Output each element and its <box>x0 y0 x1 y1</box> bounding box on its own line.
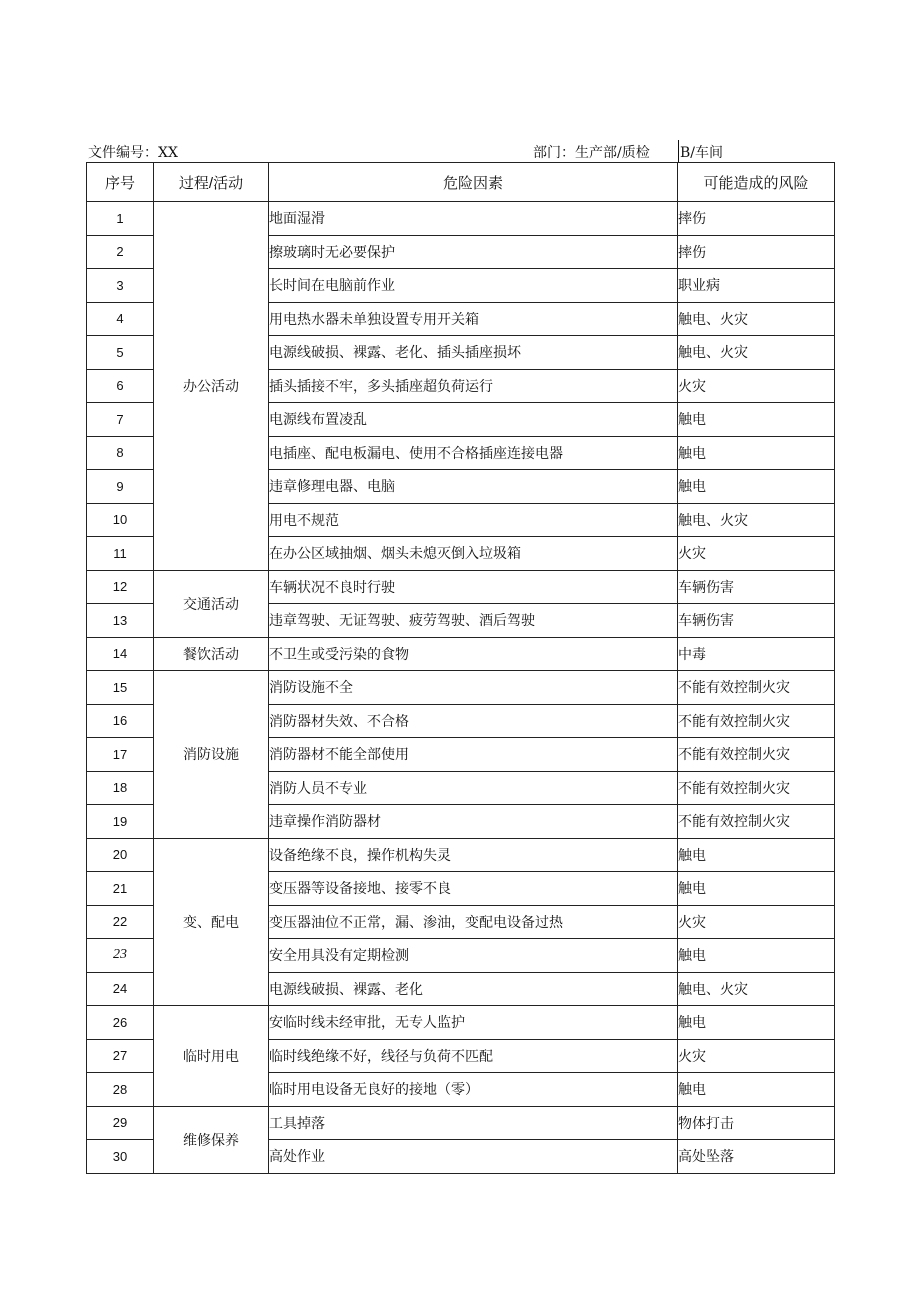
row-number: 29 <box>87 1106 154 1140</box>
activity-cell: 变、配电 <box>154 838 269 1006</box>
row-number: 28 <box>87 1073 154 1107</box>
column-header-activity: 过程/活动 <box>154 163 269 202</box>
risk-cell: 触电 <box>678 470 835 504</box>
table-row <box>87 1006 835 1040</box>
activity-cell: 消防设施 <box>154 671 269 839</box>
hazard-cell: 消防器材失效、不合格 <box>269 704 678 738</box>
row-number: 30 <box>87 1140 154 1174</box>
hazard-cell: 在办公区域抽烟、烟头未熄灭倒入垃圾箱 <box>269 537 678 571</box>
risk-cell: 火灾 <box>678 1039 835 1073</box>
table-row <box>87 637 835 671</box>
activity-cell: 交通活动 <box>154 570 269 637</box>
hazard-cell: 电源线破损、裸露、老化、插头插座损坏 <box>269 336 678 370</box>
risk-cell: 触电 <box>678 939 835 973</box>
risk-cell: 触电 <box>678 1073 835 1107</box>
row-number: 26 <box>87 1006 154 1040</box>
row-number: 3 <box>87 269 154 303</box>
hazard-cell: 电源线布置凌乱 <box>269 403 678 437</box>
hazard-cell: 擦玻璃时无必要保护 <box>269 235 678 269</box>
activity-cell: 餐饮活动 <box>154 637 269 671</box>
row-number: 14 <box>87 637 154 671</box>
row-number: 11 <box>87 537 154 571</box>
row-number: 6 <box>87 369 154 403</box>
row-number: 7 <box>87 403 154 437</box>
hazard-cell: 插头插接不牢，多头插座超负荷运行 <box>269 369 678 403</box>
risk-cell: 摔伤 <box>678 202 835 236</box>
hazard-cell: 不卫生或受污染的食物 <box>269 637 678 671</box>
risk-cell: 火灾 <box>678 369 835 403</box>
hazard-cell: 电源线破损、裸露、老化 <box>269 972 678 1006</box>
hazard-cell: 违章修理电器、电脑 <box>269 470 678 504</box>
activity-cell: 维修保养 <box>154 1106 269 1173</box>
hazard-table <box>86 162 835 1174</box>
row-number: 23 <box>87 939 154 973</box>
department-label: 部门：生产部/质检 <box>533 145 650 161</box>
hazard-cell: 临时用电设备无良好的接地（零） <box>269 1073 678 1107</box>
row-number: 19 <box>87 805 154 839</box>
row-number: 18 <box>87 771 154 805</box>
risk-cell: 触电 <box>678 838 835 872</box>
risk-cell: 触电 <box>678 436 835 470</box>
hazard-cell: 高处作业 <box>269 1140 678 1174</box>
risk-cell: 高处坠落 <box>678 1140 835 1174</box>
table-row <box>87 570 835 604</box>
hazard-cell: 工具掉落 <box>269 1106 678 1140</box>
risk-cell: 触电、火灾 <box>678 302 835 336</box>
row-number: 4 <box>87 302 154 336</box>
hazard-cell: 消防设施不全 <box>269 671 678 705</box>
risk-cell: 车辆伤害 <box>678 604 835 638</box>
risk-cell: 触电、火灾 <box>678 972 835 1006</box>
row-number: 20 <box>87 838 154 872</box>
risk-cell: 不能有效控制火灾 <box>678 738 835 772</box>
row-number: 27 <box>87 1039 154 1073</box>
risk-cell: 职业病 <box>678 269 835 303</box>
risk-cell: 摔伤 <box>678 235 835 269</box>
row-number: 10 <box>87 503 154 537</box>
column-header-no: 序号 <box>87 163 154 202</box>
row-number: 15 <box>87 671 154 705</box>
row-number: 9 <box>87 470 154 504</box>
risk-cell: 物体打击 <box>678 1106 835 1140</box>
risk-cell: 触电、火灾 <box>678 503 835 537</box>
risk-cell: 触电 <box>678 872 835 906</box>
hazard-cell: 变压器等设备接地、接零不良 <box>269 872 678 906</box>
activity-cell: 临时用电 <box>154 1006 269 1107</box>
row-number: 2 <box>87 235 154 269</box>
row-number: 1 <box>87 202 154 236</box>
hazard-cell: 临时线绝缘不好，线径与负荷不匹配 <box>269 1039 678 1073</box>
hazard-cell: 安全用具没有定期检测 <box>269 939 678 973</box>
hazard-cell: 电插座、配电板漏电、使用不合格插座连接电器 <box>269 436 678 470</box>
column-header-hazard: 危险因素 <box>269 163 678 202</box>
row-number: 22 <box>87 905 154 939</box>
risk-cell: 触电 <box>678 1006 835 1040</box>
hazard-cell: 变压器油位不正常，漏、渗油，变配电设备过热 <box>269 905 678 939</box>
risk-cell: 火灾 <box>678 905 835 939</box>
table-row <box>87 838 835 872</box>
hazard-cell: 违章操作消防器材 <box>269 805 678 839</box>
risk-cell: 触电、火灾 <box>678 336 835 370</box>
row-number: 13 <box>87 604 154 638</box>
table-row <box>87 1106 835 1140</box>
hazard-cell: 用电不规范 <box>269 503 678 537</box>
hazard-cell: 违章驾驶、无证驾驶、疲劳驾驶、酒后驾驶 <box>269 604 678 638</box>
header-divider <box>678 140 679 162</box>
table-header-row <box>87 163 835 202</box>
hazard-cell: 车辆状况不良时行驶 <box>269 570 678 604</box>
workshop-label: B/车间 <box>680 145 724 161</box>
row-number: 12 <box>87 570 154 604</box>
document-header <box>88 138 834 162</box>
risk-cell: 火灾 <box>678 537 835 571</box>
hazard-cell: 地面湿滑 <box>269 202 678 236</box>
risk-cell: 触电 <box>678 403 835 437</box>
risk-cell: 不能有效控制火灾 <box>678 771 835 805</box>
row-number: 17 <box>87 738 154 772</box>
hazard-cell: 消防器材不能全部使用 <box>269 738 678 772</box>
hazard-cell: 安临时线未经审批，无专人监护 <box>269 1006 678 1040</box>
hazard-cell: 用电热水器未单独设置专用开关箱 <box>269 302 678 336</box>
risk-cell: 不能有效控制火灾 <box>678 671 835 705</box>
row-number: 16 <box>87 704 154 738</box>
risk-cell: 不能有效控制火灾 <box>678 704 835 738</box>
row-number: 21 <box>87 872 154 906</box>
activity-cell: 办公活动 <box>154 202 269 571</box>
table-row <box>87 671 835 705</box>
row-number: 5 <box>87 336 154 370</box>
risk-cell: 不能有效控制火灾 <box>678 805 835 839</box>
hazard-cell: 长时间在电脑前作业 <box>269 269 678 303</box>
hazard-cell: 设备绝缘不良，操作机构失灵 <box>269 838 678 872</box>
table-body <box>87 202 835 1174</box>
risk-cell: 中毒 <box>678 637 835 671</box>
risk-cell: 车辆伤害 <box>678 570 835 604</box>
hazard-cell: 消防人员不专业 <box>269 771 678 805</box>
row-number: 24 <box>87 972 154 1006</box>
column-header-risk: 可能造成的风险 <box>678 163 835 202</box>
row-number: 8 <box>87 436 154 470</box>
file-number: 文件编号：XX <box>88 145 178 161</box>
table-row <box>87 202 835 236</box>
